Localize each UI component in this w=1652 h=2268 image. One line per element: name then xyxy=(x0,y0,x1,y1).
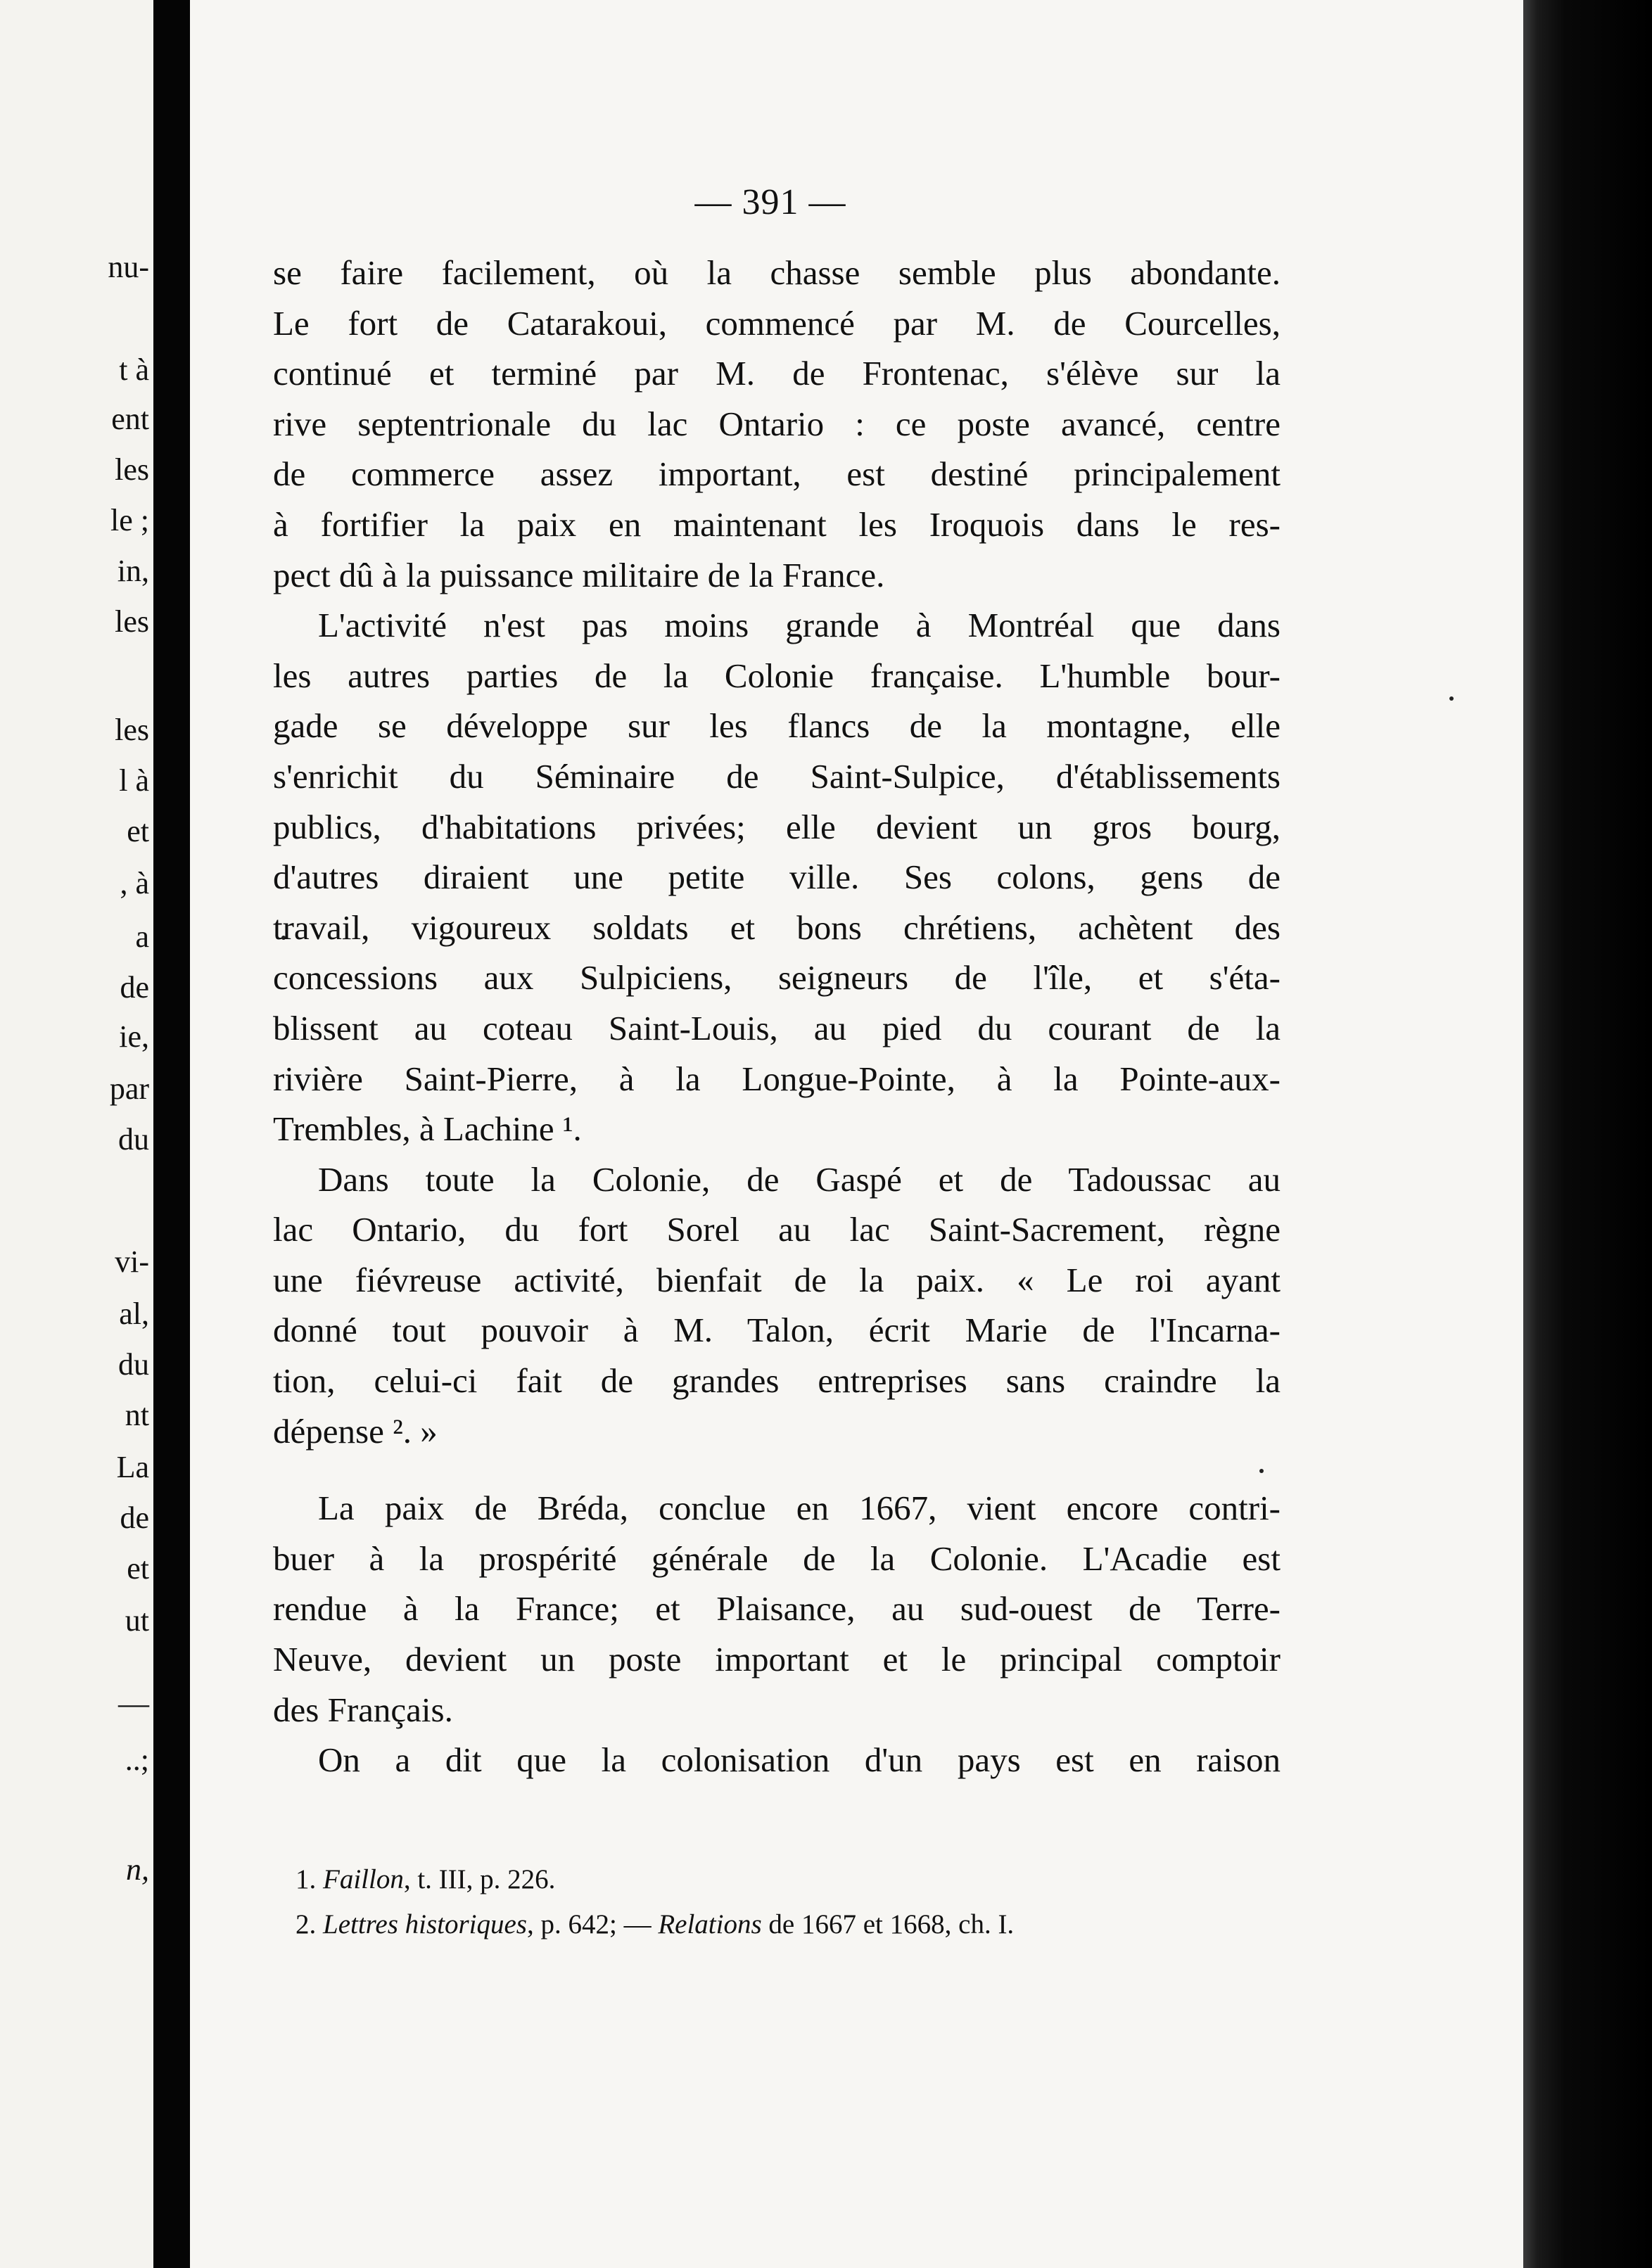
facing-fragment: du xyxy=(118,1122,149,1157)
facing-fragment: et xyxy=(127,814,149,848)
facing-fragment: l à xyxy=(119,763,149,798)
text-line: des Français. xyxy=(273,1690,453,1729)
facing-fragment: de xyxy=(120,1501,149,1535)
facing-fragment: al, xyxy=(119,1297,149,1331)
facing-fragment: ie, xyxy=(119,1019,149,1054)
footnotes xyxy=(296,1857,1281,1947)
text-line: blissent au coteau Saint-Louis, au pied du courant de la xyxy=(273,1008,1281,1047)
text-line: Trembles, à Lachine ¹. xyxy=(273,1109,582,1149)
footnote-citation: , t. III, p. 226. xyxy=(403,1864,556,1894)
facing-fragment: nt xyxy=(125,1398,149,1432)
text-line: La paix de Bréda, conclue en 1667, vient encore contri- xyxy=(318,1489,1281,1528)
footnote-source-title: Lettres historiques xyxy=(323,1909,527,1939)
facing-fragment: in, xyxy=(117,554,149,588)
text-line: dépense ². » xyxy=(273,1411,438,1451)
print-speck xyxy=(1449,696,1454,701)
text-line: travail, vigoureux soldats et bons chrétiens, achètent des xyxy=(273,907,1281,947)
text-line: L'activité n'est pas moins grande à Montréal que dans xyxy=(318,606,1281,645)
paragraph xyxy=(273,248,1281,600)
footnote-1 xyxy=(296,1857,1281,1902)
paragraph xyxy=(273,1735,1281,1785)
footnote-number: 2. xyxy=(296,1909,317,1939)
facing-fragment: le ; xyxy=(110,503,149,537)
text-line: Neuve, devient un poste important et le principal comptoir xyxy=(273,1640,1281,1679)
facing-fragment: les xyxy=(115,604,149,639)
text-line: rendue à la France; et Plaisance, au sud-ouest de Terre- xyxy=(273,1589,1281,1629)
text-line: continué et terminé par M. de Frontenac, s'élève sur la xyxy=(273,354,1281,393)
footnote-source-title: Faillon xyxy=(323,1864,404,1894)
facing-fragment: les xyxy=(115,452,149,487)
paragraph xyxy=(273,600,1281,1154)
paragraph xyxy=(273,1154,1281,1457)
facing-fragment: ..; xyxy=(125,1743,149,1777)
text-line: Dans toute la Colonie, de Gaspé et de Tadoussac au xyxy=(318,1159,1281,1199)
facing-fragment: du xyxy=(118,1347,149,1382)
text-line: rivière Saint-Pierre, à la Longue-Pointe, à la Pointe-aux- xyxy=(273,1059,1281,1098)
text-line: On a dit que la colonisation d'un pays est en raison xyxy=(318,1740,1281,1780)
paragraph xyxy=(273,1483,1281,1735)
page-edge-shadow xyxy=(1523,0,1652,2268)
facing-fragment: les xyxy=(115,713,149,747)
text-line: donné tout pouvoir à M. Talon, écrit Marie de l'Incarna- xyxy=(273,1311,1281,1350)
facing-fragment: La xyxy=(116,1450,149,1484)
footnote-source-title: Relations xyxy=(658,1909,762,1939)
body-text xyxy=(273,248,1281,1785)
text-line: de commerce assez important, est destiné principalement xyxy=(273,454,1281,494)
text-line: se faire facilement, où la chasse semble plus abondante. xyxy=(273,253,1281,292)
footnote-citation: de 1667 et 1668, ch. I. xyxy=(761,1909,1015,1939)
text-line: s'enrichit du Séminaire de Saint-Sulpice, d'établissements xyxy=(273,756,1281,796)
footnote-citation: , p. 642; — xyxy=(527,1909,659,1939)
facing-fragment: vi- xyxy=(115,1244,149,1279)
text-line: tion, celui-ci fait de grandes entreprises sans craindre la xyxy=(273,1361,1281,1401)
facing-fragment: n, xyxy=(126,1852,149,1887)
text-line: les autres parties de la Colonie française. L'humble bour- xyxy=(273,656,1281,695)
facing-fragment: et xyxy=(127,1551,149,1586)
book-gutter xyxy=(153,0,190,2268)
text-line: pect dû à la puissance militaire de la France. xyxy=(273,555,885,594)
text-line: concessions aux Sulpiciens, seigneurs de l'île, et s'éta- xyxy=(273,958,1281,998)
facing-page-text xyxy=(0,0,149,2268)
facing-fragment: , à xyxy=(120,866,149,900)
facing-page-fragment xyxy=(0,0,153,2268)
section-break xyxy=(273,1456,1281,1483)
facing-fragment: ent xyxy=(111,402,149,436)
text-line: une fiévreuse activité, bienfait de la paix. « Le roi ayant xyxy=(273,1260,1281,1299)
footnote-number: 1. xyxy=(296,1864,317,1894)
facing-fragment: ut xyxy=(125,1603,149,1638)
text-line: publics, d'habitations privées; elle devient un gros bourg, xyxy=(273,807,1281,846)
facing-fragment: — xyxy=(118,1686,149,1721)
facing-fragment: nu- xyxy=(108,250,149,284)
facing-fragment: par xyxy=(109,1071,149,1106)
text-line: lac Ontario, du fort Sorel au lac Saint-Sacrement, règne xyxy=(273,1210,1281,1249)
text-line: Le fort de Catarakoui, commencé par M. de Courcelles, xyxy=(273,303,1281,343)
footnote-2 xyxy=(296,1902,1281,1947)
facing-fragment: t à xyxy=(119,352,149,387)
page-number: — 391 — xyxy=(694,182,846,222)
text-line: d'autres diraient une petite ville. Ses colons, gens de xyxy=(273,858,1281,897)
facing-fragment: de xyxy=(120,970,149,1005)
text-line: gade se développe sur les flancs de la montagne, elle xyxy=(273,706,1281,746)
facing-fragment: a xyxy=(135,919,149,954)
text-line: à fortifier la paix en maintenant les Iroquois dans le res- xyxy=(273,504,1281,544)
text-line: rive septentrionale du lac Ontario : ce poste avancé, centre xyxy=(273,404,1281,443)
text-line: buer à la prospérité générale de la Colonie. L'Acadie est xyxy=(273,1538,1281,1578)
